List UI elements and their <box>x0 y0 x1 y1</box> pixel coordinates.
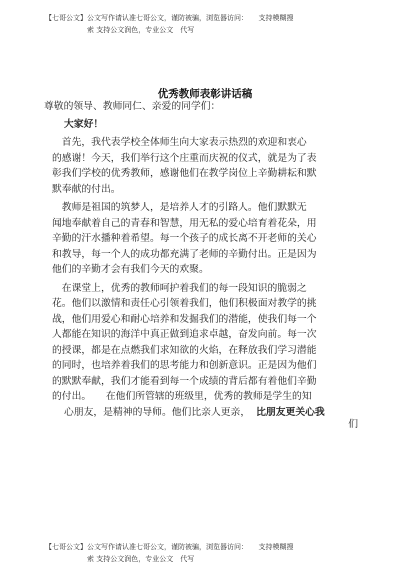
body-line: 教师是祖国的筑梦人，是培养人才的引路人。他们默默无 <box>52 202 307 213</box>
body-line-part: 心朋友，是精神的导师。他们比亲人更亲， <box>64 406 251 418</box>
page-footer <box>45 541 375 565</box>
body-line: 战，他们用爱心和耐心培养和发掘我们的潜能，使我们每一个 <box>52 313 317 325</box>
body-line: 们 <box>348 419 358 430</box>
page-header <box>45 12 375 36</box>
document-title: 优秀教师表彰讲话稿 <box>157 88 253 100</box>
body-line: 辛勤的汗水播种着希望。每一个孩子的成长离不开老师的关心 <box>52 233 317 244</box>
body-line: 他们的辛勤才会有我们今天的欢聚。 <box>52 264 209 275</box>
body-line: 彰我们学校的优秀教师，感谢他们在教学岗位上辛勤耕耘和默 <box>52 168 317 179</box>
body-line: 的默默奉献，我们才能看到每一个成绩的背后都有着他们辛勤 <box>52 375 317 387</box>
body-line: 和教导，每一个人的成功都充满了老师的辛勤付出。正是因为 <box>52 248 317 260</box>
greeting: 大家好！ <box>64 118 104 130</box>
body-line: 花。他们以激情和责任心引领着我们，他们积极面对教学的挑 <box>52 298 317 309</box>
footer-line-1: 【七哥公文】公文写作请认准七哥公文，谨防被骗，浏览器访问： 支持模糊搜 <box>45 543 294 551</box>
body-line: 闻地奉献着自己的青春和智慧，用无私的爱心培育着花朵，用 <box>52 217 317 229</box>
body-line: 的授课，都是在点燃我们求知欲的火焰，在释放我们学习潜能 <box>52 344 317 356</box>
salutation: 尊敬的领导、教师同仁、亲爱的同学们： <box>44 101 221 112</box>
body-line: 在课堂上，优秀的教师呵护着我们的每一段知识的脆弱之 <box>52 282 307 294</box>
header-line-1: 【七哥公文】公文写作请认准七哥公文，谨防被骗，浏览器访问： 支持模糊搜 <box>45 14 294 22</box>
body-line: 的同时，也培养着我们的思考能力和创新意识。正是因为他们 <box>52 360 317 371</box>
header-line-2: 索 支持公文润色，专业公文 代写 <box>87 26 195 34</box>
body-line: 默奉献的付出。 <box>52 183 121 195</box>
body-line: 人都能在知识的海洋中真正做到追求卓越，奋发向前。每一次 <box>52 329 317 340</box>
body-line: 首先，我代表学校全体师生向大家表示热烈的欢迎和衷心 <box>52 137 307 148</box>
footer-line-2: 索 支持公文润色，专业公文 代写 <box>87 555 195 563</box>
body-line <box>64 405 358 421</box>
body-line-bold-part: 比朋友更关心我 <box>256 406 325 418</box>
body-line: 的感谢！今天，我们举行这个庄重而庆祝的仪式，就是为了表 <box>52 152 317 164</box>
body-line: 的付出。 在他们所管辖的班级里，优秀的教师是学生的知 <box>52 391 312 402</box>
body-text-block-1 <box>44 99 358 430</box>
